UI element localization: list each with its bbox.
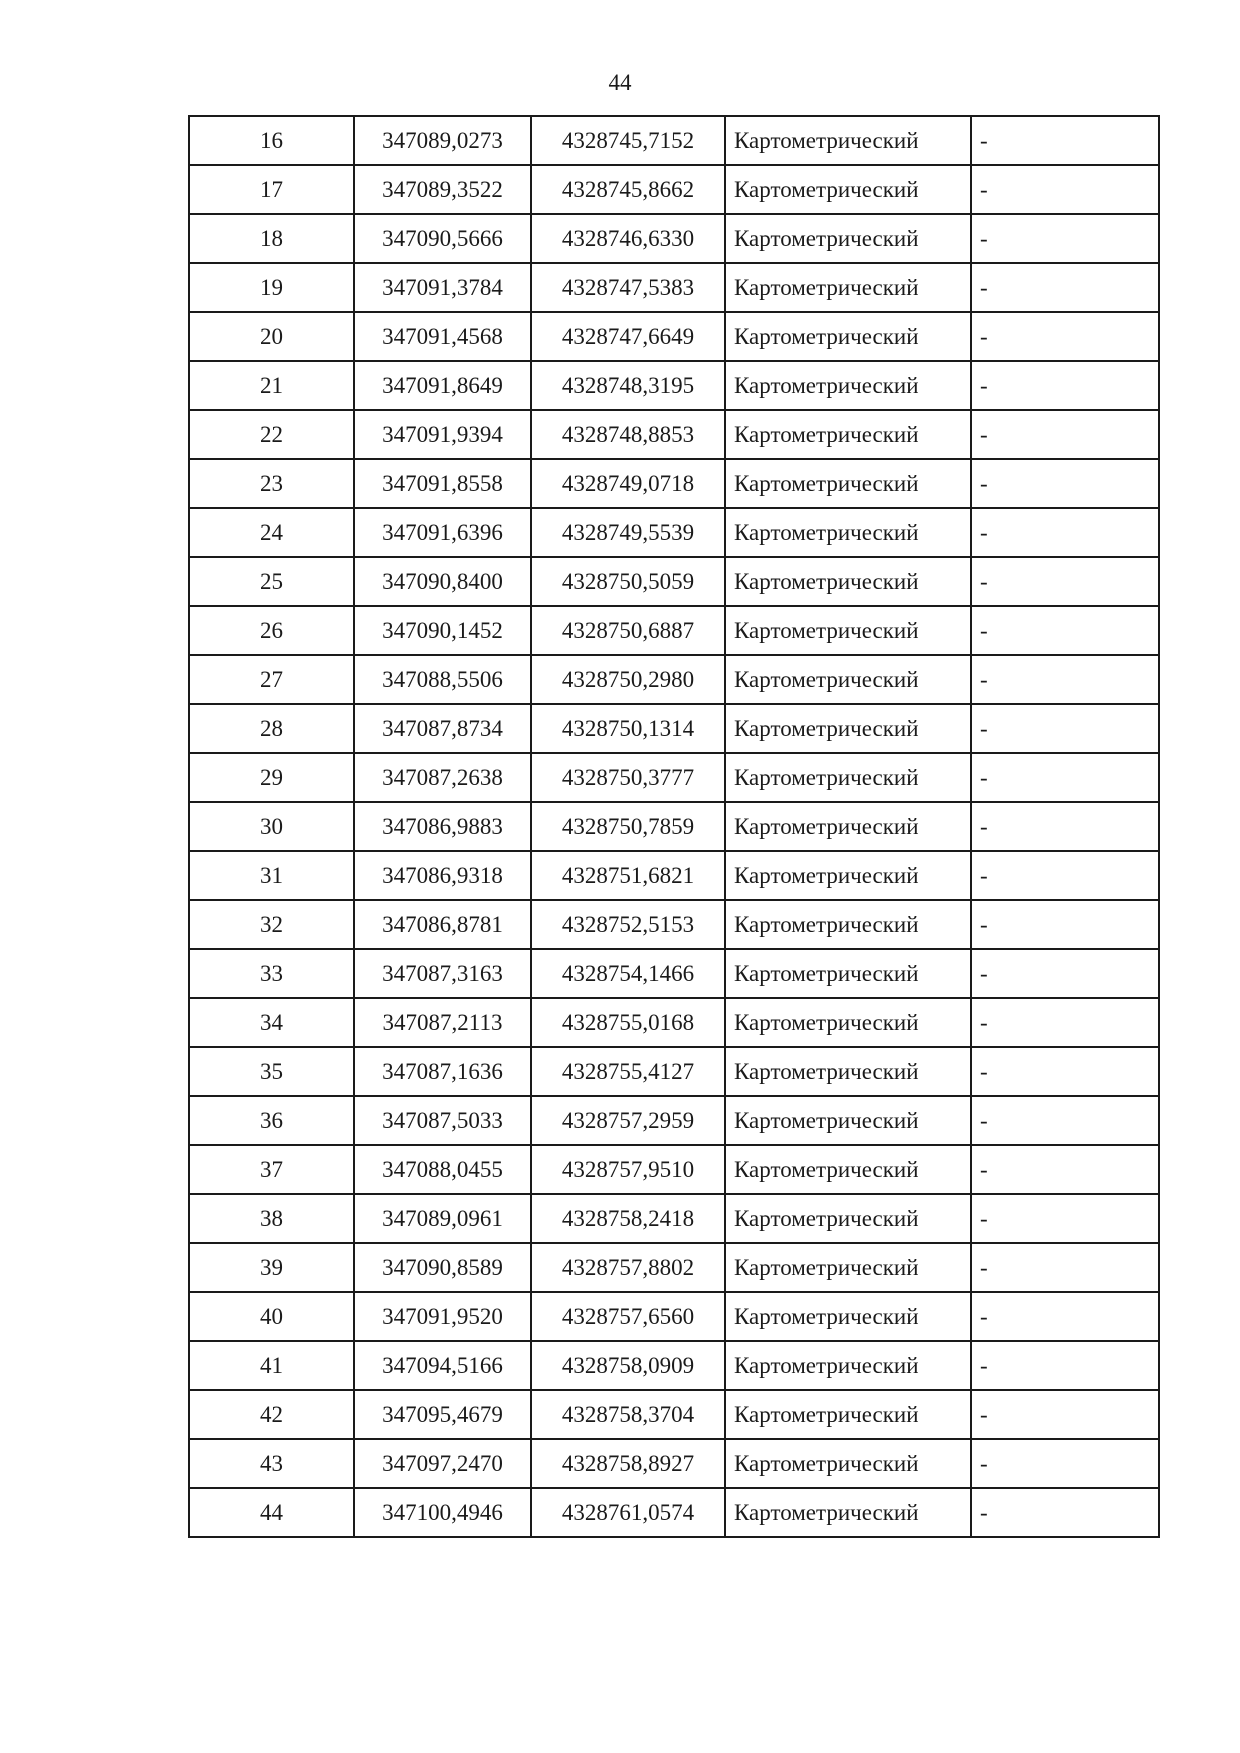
- note-cell: -: [971, 263, 1159, 312]
- x-coordinate-cell: 347091,3784: [354, 263, 531, 312]
- y-coordinate-cell: 4328748,8853: [531, 410, 725, 459]
- x-coordinate-cell: 347086,9318: [354, 851, 531, 900]
- note-cell: -: [971, 1096, 1159, 1145]
- y-coordinate-cell: 4328757,6560: [531, 1292, 725, 1341]
- table-row: [189, 312, 1159, 361]
- point-number-cell: 38: [189, 1194, 354, 1243]
- note-cell: -: [971, 1341, 1159, 1390]
- y-coordinate-cell: 4328750,2980: [531, 655, 725, 704]
- method-cell: Картометрический: [725, 753, 971, 802]
- point-number-cell: 27: [189, 655, 354, 704]
- point-number-cell: 21: [189, 361, 354, 410]
- y-coordinate-cell: 4328758,3704: [531, 1390, 725, 1439]
- x-coordinate-cell: 347087,1636: [354, 1047, 531, 1096]
- table-row: [189, 900, 1159, 949]
- point-number-cell: 26: [189, 606, 354, 655]
- method-cell: Картометрический: [725, 116, 971, 165]
- table-row: [189, 1488, 1159, 1537]
- note-cell: -: [971, 508, 1159, 557]
- note-cell: -: [971, 116, 1159, 165]
- y-coordinate-cell: 4328746,6330: [531, 214, 725, 263]
- table-row: [189, 655, 1159, 704]
- x-coordinate-cell: 347090,1452: [354, 606, 531, 655]
- y-coordinate-cell: 4328745,8662: [531, 165, 725, 214]
- table-row: [189, 410, 1159, 459]
- note-cell: -: [971, 949, 1159, 998]
- table-row: [189, 508, 1159, 557]
- method-cell: Картометрический: [725, 312, 971, 361]
- y-coordinate-cell: 4328750,1314: [531, 704, 725, 753]
- x-coordinate-cell: 347090,8589: [354, 1243, 531, 1292]
- x-coordinate-cell: 347091,9520: [354, 1292, 531, 1341]
- method-cell: Картометрический: [725, 214, 971, 263]
- method-cell: Картометрический: [725, 851, 971, 900]
- point-number-cell: 16: [189, 116, 354, 165]
- method-cell: Картометрический: [725, 655, 971, 704]
- note-cell: -: [971, 312, 1159, 361]
- y-coordinate-cell: 4328750,3777: [531, 753, 725, 802]
- y-coordinate-cell: 4328749,5539: [531, 508, 725, 557]
- x-coordinate-cell: 347090,8400: [354, 557, 531, 606]
- y-coordinate-cell: 4328750,5059: [531, 557, 725, 606]
- y-coordinate-cell: 4328755,0168: [531, 998, 725, 1047]
- y-coordinate-cell: 4328750,7859: [531, 802, 725, 851]
- method-cell: Картометрический: [725, 1341, 971, 1390]
- y-coordinate-cell: 4328745,7152: [531, 116, 725, 165]
- table-row: [189, 851, 1159, 900]
- point-number-cell: 42: [189, 1390, 354, 1439]
- page-number: 44: [608, 70, 632, 95]
- point-number-cell: 35: [189, 1047, 354, 1096]
- method-cell: Картометрический: [725, 410, 971, 459]
- table-row: [189, 802, 1159, 851]
- method-cell: Картометрический: [725, 802, 971, 851]
- y-coordinate-cell: 4328758,2418: [531, 1194, 725, 1243]
- note-cell: -: [971, 802, 1159, 851]
- note-cell: -: [971, 1439, 1159, 1488]
- y-coordinate-cell: 4328755,4127: [531, 1047, 725, 1096]
- note-cell: -: [971, 459, 1159, 508]
- y-coordinate-cell: 4328758,0909: [531, 1341, 725, 1390]
- table-row: [189, 1341, 1159, 1390]
- method-cell: Картометрический: [725, 1243, 971, 1292]
- note-cell: -: [971, 214, 1159, 263]
- note-cell: -: [971, 557, 1159, 606]
- note-cell: -: [971, 1145, 1159, 1194]
- x-coordinate-cell: 347100,4946: [354, 1488, 531, 1537]
- x-coordinate-cell: 347088,0455: [354, 1145, 531, 1194]
- note-cell: -: [971, 1488, 1159, 1537]
- table-row: [189, 459, 1159, 508]
- point-number-cell: 32: [189, 900, 354, 949]
- table-row: [189, 116, 1159, 165]
- method-cell: Картометрический: [725, 1145, 971, 1194]
- method-cell: Картометрический: [725, 704, 971, 753]
- x-coordinate-cell: 347091,9394: [354, 410, 531, 459]
- note-cell: -: [971, 851, 1159, 900]
- method-cell: Картометрический: [725, 459, 971, 508]
- x-coordinate-cell: 347087,5033: [354, 1096, 531, 1145]
- note-cell: -: [971, 410, 1159, 459]
- method-cell: Картометрический: [725, 900, 971, 949]
- note-cell: -: [971, 998, 1159, 1047]
- point-number-cell: 29: [189, 753, 354, 802]
- x-coordinate-cell: 347091,4568: [354, 312, 531, 361]
- note-cell: -: [971, 900, 1159, 949]
- table-row: [189, 704, 1159, 753]
- x-coordinate-cell: 347090,5666: [354, 214, 531, 263]
- note-cell: -: [971, 1047, 1159, 1096]
- x-coordinate-cell: 347087,8734: [354, 704, 531, 753]
- point-number-cell: 31: [189, 851, 354, 900]
- x-coordinate-cell: 347094,5166: [354, 1341, 531, 1390]
- y-coordinate-cell: 4328747,6649: [531, 312, 725, 361]
- x-coordinate-cell: 347091,8649: [354, 361, 531, 410]
- x-coordinate-cell: 347091,8558: [354, 459, 531, 508]
- coordinates-table: [188, 115, 1160, 1538]
- method-cell: Картометрический: [725, 165, 971, 214]
- note-cell: -: [971, 1292, 1159, 1341]
- point-number-cell: 30: [189, 802, 354, 851]
- method-cell: Картометрический: [725, 949, 971, 998]
- y-coordinate-cell: 4328749,0718: [531, 459, 725, 508]
- table-row: [189, 1194, 1159, 1243]
- point-number-cell: 24: [189, 508, 354, 557]
- point-number-cell: 25: [189, 557, 354, 606]
- point-number-cell: 34: [189, 998, 354, 1047]
- y-coordinate-cell: 4328751,6821: [531, 851, 725, 900]
- table-row: [189, 1145, 1159, 1194]
- note-cell: -: [971, 1243, 1159, 1292]
- method-cell: Картометрический: [725, 1194, 971, 1243]
- x-coordinate-cell: 347087,3163: [354, 949, 531, 998]
- table-row: [189, 1292, 1159, 1341]
- table-row: [189, 1439, 1159, 1488]
- table-row: [189, 1390, 1159, 1439]
- y-coordinate-cell: 4328752,5153: [531, 900, 725, 949]
- note-cell: -: [971, 704, 1159, 753]
- point-number-cell: 18: [189, 214, 354, 263]
- x-coordinate-cell: 347091,6396: [354, 508, 531, 557]
- table-row: [189, 263, 1159, 312]
- table-row: [189, 1243, 1159, 1292]
- note-cell: -: [971, 606, 1159, 655]
- y-coordinate-cell: 4328761,0574: [531, 1488, 725, 1537]
- method-cell: Картометрический: [725, 606, 971, 655]
- method-cell: Картометрический: [725, 1096, 971, 1145]
- method-cell: Картометрический: [725, 1390, 971, 1439]
- point-number-cell: 44: [189, 1488, 354, 1537]
- y-coordinate-cell: 4328757,9510: [531, 1145, 725, 1194]
- y-coordinate-cell: 4328747,5383: [531, 263, 725, 312]
- y-coordinate-cell: 4328757,2959: [531, 1096, 725, 1145]
- point-number-cell: 41: [189, 1341, 354, 1390]
- x-coordinate-cell: 347086,8781: [354, 900, 531, 949]
- table-row: [189, 1047, 1159, 1096]
- note-cell: -: [971, 753, 1159, 802]
- method-cell: Картометрический: [725, 263, 971, 312]
- point-number-cell: 37: [189, 1145, 354, 1194]
- x-coordinate-cell: 347089,0273: [354, 116, 531, 165]
- point-number-cell: 22: [189, 410, 354, 459]
- method-cell: Картометрический: [725, 998, 971, 1047]
- method-cell: Картометрический: [725, 1439, 971, 1488]
- note-cell: -: [971, 1390, 1159, 1439]
- method-cell: Картометрический: [725, 1292, 971, 1341]
- table-row: [189, 361, 1159, 410]
- table-row: [189, 1096, 1159, 1145]
- table-row: [189, 557, 1159, 606]
- point-number-cell: 20: [189, 312, 354, 361]
- table-row: [189, 998, 1159, 1047]
- table-row: [189, 214, 1159, 263]
- table-row: [189, 165, 1159, 214]
- x-coordinate-cell: 347088,5506: [354, 655, 531, 704]
- method-cell: Картометрический: [725, 508, 971, 557]
- x-coordinate-cell: 347097,2470: [354, 1439, 531, 1488]
- x-coordinate-cell: 347089,3522: [354, 165, 531, 214]
- method-cell: Картометрический: [725, 1488, 971, 1537]
- table-row: [189, 753, 1159, 802]
- point-number-cell: 23: [189, 459, 354, 508]
- point-number-cell: 40: [189, 1292, 354, 1341]
- y-coordinate-cell: 4328748,3195: [531, 361, 725, 410]
- point-number-cell: 17: [189, 165, 354, 214]
- coordinates-table-body: [189, 116, 1159, 1537]
- x-coordinate-cell: 347087,2638: [354, 753, 531, 802]
- y-coordinate-cell: 4328754,1466: [531, 949, 725, 998]
- point-number-cell: 39: [189, 1243, 354, 1292]
- x-coordinate-cell: 347095,4679: [354, 1390, 531, 1439]
- method-cell: Картометрический: [725, 361, 971, 410]
- x-coordinate-cell: 347087,2113: [354, 998, 531, 1047]
- note-cell: -: [971, 655, 1159, 704]
- method-cell: Картометрический: [725, 557, 971, 606]
- point-number-cell: 33: [189, 949, 354, 998]
- method-cell: Картометрический: [725, 1047, 971, 1096]
- point-number-cell: 19: [189, 263, 354, 312]
- point-number-cell: 28: [189, 704, 354, 753]
- note-cell: -: [971, 1194, 1159, 1243]
- y-coordinate-cell: 4328750,6887: [531, 606, 725, 655]
- x-coordinate-cell: 347086,9883: [354, 802, 531, 851]
- table-row: [189, 949, 1159, 998]
- point-number-cell: 36: [189, 1096, 354, 1145]
- y-coordinate-cell: 4328757,8802: [531, 1243, 725, 1292]
- table-row: [189, 606, 1159, 655]
- note-cell: -: [971, 165, 1159, 214]
- note-cell: -: [971, 361, 1159, 410]
- y-coordinate-cell: 4328758,8927: [531, 1439, 725, 1488]
- x-coordinate-cell: 347089,0961: [354, 1194, 531, 1243]
- point-number-cell: 43: [189, 1439, 354, 1488]
